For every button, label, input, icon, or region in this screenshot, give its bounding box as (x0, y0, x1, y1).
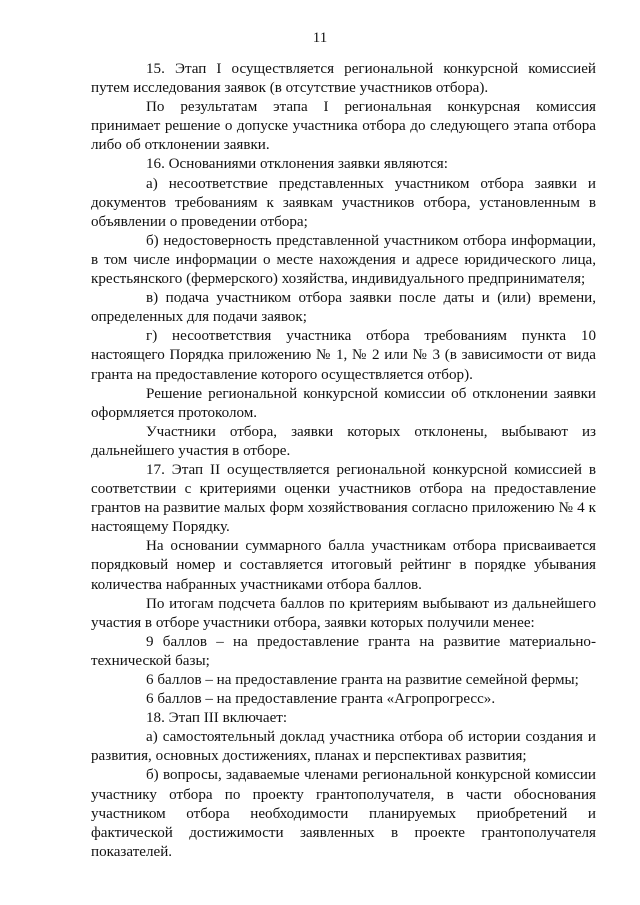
paragraph-stage-3: 18. Этап III включает: (146, 710, 288, 727)
document-body (91, 60, 596, 862)
paragraph-rejection-grounds: 16. Основаниями отклонения заявки являются: (146, 156, 448, 173)
paragraph-threshold-material: 9 баллов – на предоставление гранта на развитие материально-технической базы; (91, 633, 596, 669)
paragraph-rejection-d: г) несоответствия участника отбора требованиям пункта 10 настоящего Порядка приложению № 1, № 2 или № 3 (в зависимости от вида гранта на предоставление которого осуществляется отбор). (91, 328, 596, 383)
paragraph-stage-1-result: По результатам этапа I региональная конкурсная комиссия принимает решение о допуске участника отбора до следующего этапа отбора либо об отклонении заявки. (91, 99, 596, 154)
paragraph-threshold-family-farm: 6 баллов – на предоставление гранта на развитие семейной фермы; (146, 672, 579, 688)
paragraph-rejected-participants: Участники отбора, заявки которых отклонены, выбывают из дальнейшего участия в отборе. (91, 423, 596, 459)
paragraph-rejection-protocol: Решение региональной конкурсной комиссии об отклонении заявки оформляется протоколом. (91, 385, 596, 421)
paragraph-stage-2: 17. Этап II осуществляется региональной конкурсной комиссией в соответствии с критериями оценки участников отбора на предоставление грантов на развитие малых форм хозяйствования согласно приложению № 4 к настоящему Порядку. (91, 461, 596, 536)
paragraph-stage-3-a: а) самостоятельный доклад участника отбора об истории создания и развития, основных достижениях, планах и перспективах развития; (91, 729, 596, 765)
page-number: 11 (312, 30, 328, 46)
paragraph-rejection-c: в) подача участником отбора заявки после даты и (или) времени, определенных для подачи заявок; (91, 290, 596, 326)
paragraph-rejection-a: а) несоответствие представленных участником отбора заявки и документов требованиям к заявкам участников отбора, установленным в объявлении о проведении отбора; (91, 175, 596, 230)
paragraph-score-threshold: По итогам подсчета баллов по критериям выбывают из дальнейшего участия в отборе участники отбора, заявки которых получили менее: (91, 595, 596, 631)
paragraph-stage-3-b: б) вопросы, задаваемые членами региональной конкурсной комиссии участнику отбора по проекту грантополучателя, в части обоснования участником отбора необходимости планируемых приобретений и фактической достижимости заявленных в проекте грантополучателя показателей. (91, 767, 596, 860)
paragraph-rejection-b: б) недостоверность представленной участником отбора информации, в том числе информации о месте нахождения и адресе юридического лица, крестьянского (фермерского) хозяйства, индивидуального предпринимателя; (91, 232, 596, 288)
paragraph-rating: На основании суммарного балла участникам отбора присваивается порядковый номер и составляется итоговый рейтинг в порядке убывания количества набранных участниками отбора баллов. (91, 538, 596, 593)
paragraph-threshold-agroprogress: 6 баллов – на предоставление гранта «Агропрогресс». (146, 691, 496, 708)
paragraph-stage-1: 15. Этап I осуществляется региональной конкурсной комиссией путем исследования заявок (в отсутствие участников отбора). (91, 61, 596, 97)
